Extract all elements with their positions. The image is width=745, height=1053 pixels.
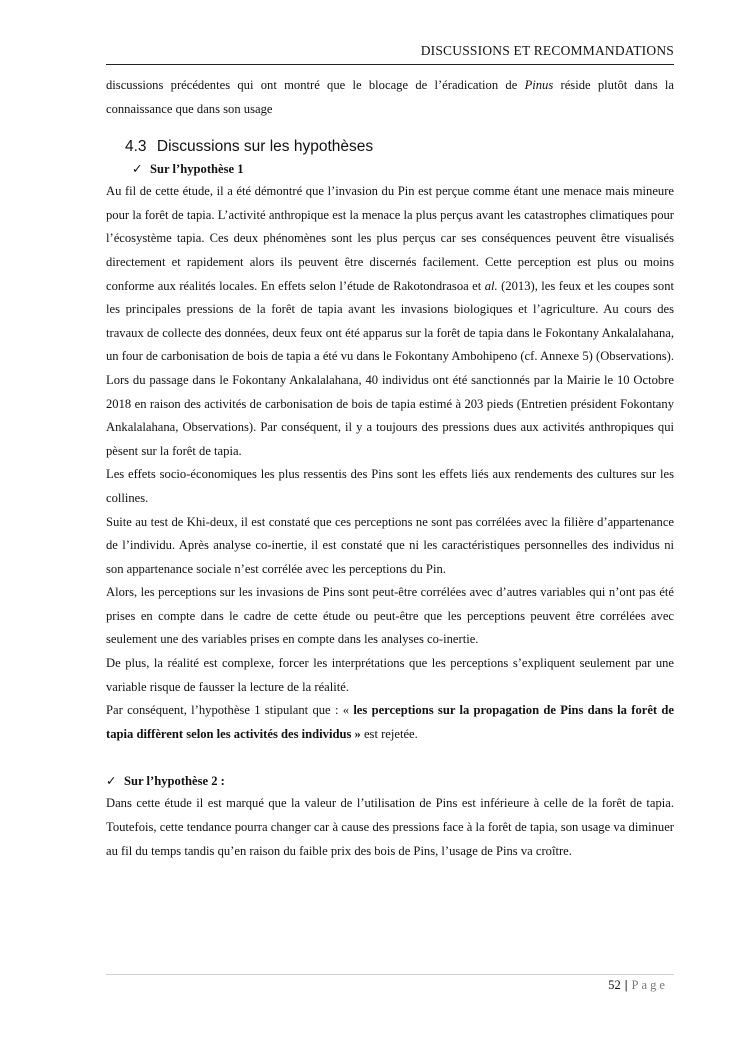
footer-separator: | xyxy=(624,978,628,992)
hypothesis-1-heading xyxy=(132,158,674,180)
hypothesis-1-paragraph-5: De plus, la réalité est complexe, forcer les interprétations que les perceptions s’expliquent seulement par une variable risque de fausser la lecture de la réalité. xyxy=(106,656,674,694)
hypothesis-1-paragraph-1 xyxy=(106,180,674,463)
header-title: DISCUSSIONS ET RECOMMANDATIONS xyxy=(420,43,674,58)
hypothesis-2-title: Sur l’hypothèse 2 : xyxy=(124,774,225,789)
intro-italic: Pinus xyxy=(524,78,554,92)
checkmark-icon: ✓ xyxy=(132,162,143,177)
hypothesis-2-heading xyxy=(106,770,674,792)
footer-divider xyxy=(106,974,674,975)
checkmark-icon: ✓ xyxy=(106,774,117,789)
intro-text-1: discussions précédentes qui ont montré que le blocage de l’éradication de xyxy=(106,78,525,92)
hypothesis-1-conclusion xyxy=(106,699,674,746)
section-number: 4.3 xyxy=(125,138,147,156)
hypothesis-1-paragraph-3: Suite au test de Khi-deux, il est constaté que ces perceptions ne sont pas corrélées avec la filière d’appartenance de l’individu. Après analyse co-inertie, il est constaté que ni les caractéristiques personnelles des individus ni son appartenance sociale n’est corrélée avec les perceptions du Pin. xyxy=(106,514,674,576)
h1-p1-italic: al. xyxy=(484,278,498,293)
h1-p1-text-a: Au fil de cette étude, il a été démontré que l’invasion du Pin est perçue comme étant une menace mais mineure pour la forêt de tapia. L’activité anthropique est la menace la plus perçus avant les catastrophes climatiques pour l’écosystème tapia. Ces deux phénomènes sont les plus perçus car ses conséquences peuvent être visualisés directement et rapidement alors ils peuvent être discernés facilement. Cette perception est plus ou moins conforme aux réalités locales. En effets selon l’étude de Rakotondrasoa et xyxy=(106,184,674,293)
h1-p6-bold: les perceptions sur la propagation de Pins dans la forêt de tapia diffèrent selon les activités des individus » xyxy=(106,703,674,741)
page-content xyxy=(106,74,674,863)
h1-p6-text-a: Par conséquent, l’hypothèse 1 stipulant que : « xyxy=(106,703,354,718)
section-heading xyxy=(125,136,674,158)
hypothesis-2-paragraph-1: Dans cette étude il est marqué que la valeur de l’utilisation de Pins est inférieure à celle de la forêt de tapia. Toutefois, cette tendance pourra changer car à cause des pressions face à la forêt de tapia, son usage va diminuer au fil du temps tandis qu’en raison du faible prix des bois de Pins, l’usage de Pins va croître. xyxy=(106,796,674,858)
h1-p6-text-b: est rejetée. xyxy=(360,726,418,741)
intro-text-2: réside plutôt dans la connaissance que dans son usage xyxy=(106,78,674,116)
page-number: 52 xyxy=(608,978,621,992)
intro-paragraph xyxy=(106,74,674,121)
h1-p1-text-b: (2013), les feux et les coupes sont les principales pressions de la forêt de tapia avant les invasions biologiques et l’agriculture. Au cours des travaux de collecte des données, deux feux ont été apparus sur la forêt de tapia dans le Fokontany Ankalalahana, un four de carbonisation de bois de tapia a été vu dans le Fokontany Ambohipeno (cf. Annexe 5) (Observations). Lors du passage dans le Fokontany Ankalalahana, 40 individus ont été sanctionnés par la Mairie le 10 Octobre 2018 en raison des activités de carbonisation de bois de tapia estimé à 203 pieds (Entretien président Fokontany Ankalalahana, Observations). Par conséquent, il y a toujours des pressions dues aux activités anthropiques qui pèsent sur la forêt de tapia. xyxy=(106,278,674,458)
page-footer xyxy=(608,977,668,993)
hypothesis-1-title: Sur l’hypothèse 1 xyxy=(150,162,244,177)
page-label: Page xyxy=(631,978,668,992)
hypothesis-1-paragraph-4: Alors, les perceptions sur les invasions de Pins sont peut-être corrélées avec d’autres variables qui n’ont pas été prises en compte dans le cadre de cette étude ou peut-être que les perceptions peuvent être corrélées avec seulement une des variables prises en compte dans les analyses co-inertie. xyxy=(106,585,674,647)
hypothesis-1-paragraph-2: Les effets socio-économiques les plus ressentis des Pins sont les effets liés aux rendements des cultures sur les collines. xyxy=(106,467,674,505)
page-header xyxy=(106,42,674,65)
section-title: Discussions sur les hypothèses xyxy=(156,138,374,156)
